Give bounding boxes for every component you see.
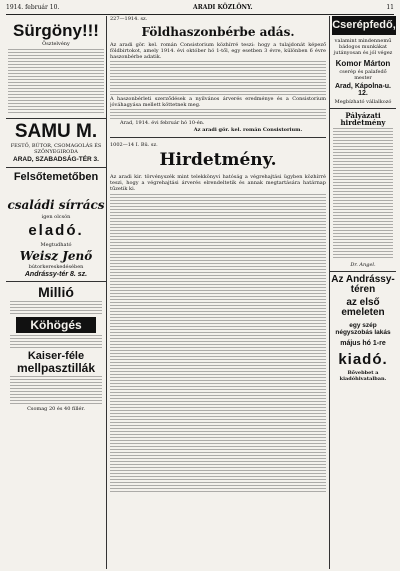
palyazati-title: Pályázati hirdetmény: [340, 111, 386, 127]
kiado-label: kiadó.: [338, 351, 388, 368]
felsotemetoben-heading: Felsőtemetőben: [13, 170, 99, 183]
notice2-paragraph: Az aradi kir. törvényszék mint telekkönyvi hatóság a végrehajtási ügyben közhírré teszi, hogy a végrehajtási árverés elrendeltetik és annak megtartására határnap tűzetik ki.: [110, 174, 326, 192]
header-date: 1914. február 10.: [6, 3, 60, 11]
igen-olcson: igen olcsón: [41, 213, 71, 220]
samu-name: SAMU M.: [14, 121, 98, 142]
bovebbet-text: Bővebbet a kiadóhivatalban.: [339, 370, 387, 382]
notice2-body: [110, 194, 326, 494]
cserepfedo-text: valamint mindennemű bádogos munkákat jutányosan és jól végez: [333, 38, 393, 56]
header-title: ARADI KÖZLÖNY.: [193, 3, 253, 11]
millio-heading: Millió: [38, 283, 74, 300]
surgony-text: Ösztelvény: [42, 41, 70, 47]
kohoges-banner: Köhögés: [16, 317, 96, 333]
notice1-title: Földhaszonbérbe adás.: [141, 25, 295, 39]
header-page: 11: [386, 3, 394, 11]
notice1-paragraph2: A haszonbérleti szerződések a nyilvános árverés eredménye és a Consistorium jóváhagyása mellett köttetnek meg.: [110, 96, 326, 108]
andrassy-heading: Az Andrássy-téren: [331, 274, 395, 295]
left-ad-column: [6, 16, 107, 569]
palyazati-body: [333, 128, 393, 260]
notice1-body2: [110, 109, 326, 119]
notice1-number: 227—1914. sz.: [110, 16, 148, 22]
kaiser-text: [10, 376, 102, 404]
mellpasztillak-heading: mellpasztillák: [16, 360, 96, 375]
notice2-title: Hirdetmény.: [159, 150, 277, 170]
notice1-paragraph1: Az aradi gör. kel. román Consistorium közhírré teszi: hogy a tulajdonát képező földbirtokot, amely 1914. évi október hó 1-től, egy esetben 3 évre, különben 6 évre haszonbérbe adatik.: [110, 42, 326, 60]
megtudhato: Megtudható: [40, 241, 72, 248]
surgony-heading: Sürgöny!!!: [13, 21, 99, 40]
notice1-signer: Az aradi gör. kel. román Consistorium.: [193, 127, 303, 133]
right-ad-column: [329, 16, 396, 569]
komor-name: Komor Márton: [335, 59, 391, 68]
lakas-text: egy szép négyszobás lakás: [335, 322, 391, 336]
csaladi-sirracs: családi sírrács: [7, 197, 105, 212]
millio-text: [10, 301, 102, 315]
notice1-body: [110, 61, 326, 95]
palyazati-signer: Dr. Angel.: [350, 262, 376, 268]
cserepfedo-banner: Cserépfedő,: [332, 16, 396, 35]
samu-address: ARAD, SZABADSÁG-TÉR 3.: [13, 156, 99, 163]
notice1-date: Arad, 1914. évi február hó 10-én.: [120, 120, 205, 126]
majus-text: május hó 1-re: [340, 340, 386, 347]
emeleten-heading: az első emeleten: [341, 297, 385, 318]
kaiser-heading: Kaiser-féle: [27, 349, 85, 362]
weisz-name: Weisz Jenő: [19, 248, 93, 263]
center-notice-column: [110, 16, 326, 569]
weisz-sub: bútorkereskedésében: [28, 263, 84, 270]
elado-label: eladó.: [28, 221, 84, 239]
megbizhato: Megbízható vállalkozó: [334, 99, 392, 105]
surgony-body: [8, 49, 104, 115]
weisz-address: Andrássy-tér 8. sz.: [24, 270, 88, 278]
page-header: [6, 0, 394, 15]
samu-sub: FESTŐ, BÚTOR, CSOMAGOLÁS ÉS SZŐNYEGIRODA: [10, 143, 102, 155]
komor-sub: cserép és palafedő mester: [339, 69, 387, 81]
komor-address: Arad, Kápolna-u. 12.: [334, 83, 391, 97]
kaiser-price: Csomag 20 és 40 fillér.: [27, 405, 85, 412]
kohoges-text: [10, 335, 102, 349]
notice2-number: 1002—14 I. Bü. sz.: [110, 142, 158, 148]
